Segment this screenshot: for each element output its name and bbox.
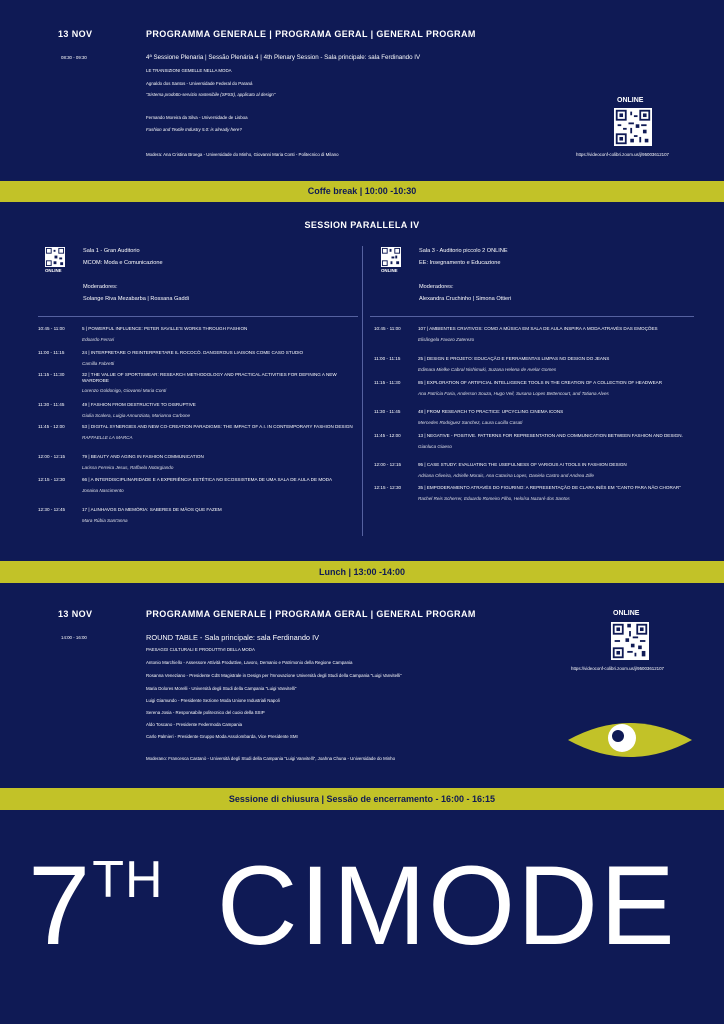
row-title: 5 | POWERFUL INFLUENCE: PETER SAVILLE'S WORKS THROUGH FASHION bbox=[82, 326, 248, 331]
row-time: 11:45 - 12:00 bbox=[38, 424, 65, 429]
brand-name: CIMODE bbox=[216, 843, 677, 968]
speaker-item: Maria Dolores Morelli - Università degli Studi della Campania "Luigi Vanvitelli" bbox=[146, 686, 297, 691]
row-time: 11:45 - 12:00 bbox=[374, 433, 401, 438]
top-session-title: 4ª Sessione Plenaria | Sessão Plenária 4 | 4th Plenary Session - Sala principale: sala Ferdinando IV bbox=[146, 54, 421, 61]
top-qr-code-icon[interactable] bbox=[614, 108, 652, 146]
row-authors: Jonaina Nascimento bbox=[82, 487, 124, 493]
row-time: 11:15 - 11:30 bbox=[374, 380, 401, 385]
cimode-logo bbox=[28, 843, 677, 970]
bottom-date: 13 NOV bbox=[58, 609, 93, 619]
row-time: 11:30 - 11:45 bbox=[374, 409, 401, 414]
row-authors: Lorenzo Goldonigo, Giovanni Maria Conti bbox=[82, 388, 167, 394]
row-time: 11:00 - 11:15 bbox=[374, 356, 401, 361]
bottom-qr-code-icon[interactable] bbox=[611, 622, 649, 660]
row-title: 17 | ALINHAVOS DA MEMÓRIA: SABERES DE MÃOS QUE FAZEM bbox=[82, 507, 222, 512]
row-authors: Camilla Fabretti bbox=[82, 360, 115, 366]
row-authors: Larissa Ferreira Jesus, Raffaela Notargiando bbox=[82, 464, 174, 470]
bottom-heading: PROGRAMMA GENERALE | PROGRAMA GERAL | GENERAL PROGRAM bbox=[146, 609, 476, 619]
row-authors: RAFFAELLE LA MARCA bbox=[82, 434, 133, 440]
row-title: 32 | THE VALUE OF SPORTSWEAR: RESEARCH METHODOLOGY AND PRACTICAL ACTIVITIES FOR DEFINING A NEW WARDROBE bbox=[82, 372, 337, 383]
lunch-banner: Lunch | 13:00 -14:00 bbox=[0, 561, 724, 583]
row-title: 85 | EXPLORATION OF ARTIFICIAL INTELLIGENCE TOOLS IN THE CREATION OF A COLLECTION OF HEADWEAR bbox=[418, 380, 663, 385]
top-talk-2: Fashion and Textile Industry 5.0: is already here? bbox=[146, 127, 242, 132]
speaker-item: Serena Josia - Responsabile politecnico del cuoio della SSIP bbox=[146, 710, 265, 715]
top-date: 13 NOV bbox=[58, 29, 93, 39]
speaker-item: Luigi Giamundo - Presidente Sezione Moda Unione Industriali Napoli bbox=[146, 698, 280, 703]
row-title: 24 | INTERPRETARE O REINTERPRETARE IL ROCOCÒ. DANGEROUS LIAISONS COME CASO STUDIO bbox=[82, 350, 304, 355]
bottom-session-title: ROUND TABLE - Sala principale: sala Ferdinando IV bbox=[146, 633, 320, 642]
bottom-zoom-link[interactable]: https://videoconf-colibri.zoom.us/j/95003612107 bbox=[571, 666, 664, 671]
bottom-time: 14:00 - 16:00 bbox=[61, 635, 87, 640]
left-mod-label: Moderadores: bbox=[83, 284, 118, 290]
row-time: 12:15 - 12:30 bbox=[38, 477, 66, 482]
row-authors: Mara Rúbia Sant'anna bbox=[82, 517, 128, 523]
row-time: 11:00 - 11:15 bbox=[38, 350, 65, 355]
right-online-label: ONLINE bbox=[381, 268, 398, 273]
row-title: 95 | CASE STUDY: EVALUATING THE USEFULNESS OF VARIOUS AI TOOLS IN FASHION DESIGN bbox=[418, 462, 627, 467]
row-time: 12:15 - 12:30 bbox=[374, 485, 402, 490]
row-authors: Edoardo Ferrari bbox=[82, 336, 115, 342]
row-title: 53 | DIGITAL SYNERGIES AND NEW CO-CREATION PARADIGMS: THE IMPACT OF A.I. IN CONTEMPORARY FASHION DESIGN bbox=[82, 424, 353, 429]
top-online-label: ONLINE bbox=[617, 97, 644, 104]
edition-ordinal: TH bbox=[92, 851, 164, 909]
row-title: 66 | A INTERDISCIPLINARIDADE E A EXPERIÊNCIA ESTÉTICA NO ECOSSISTEMA DE UMA SALA DE AULA DE MODA bbox=[82, 477, 333, 482]
row-authors: Mercedes Rodriguez Sanchez, Laura Lucilla Casati bbox=[418, 419, 523, 425]
speaker-item: Rosanna Veneziano - Presidente CdS Magistrale in Design per l'Innovazione Università degli Studi della Campania "Luigi Vanvitelli" bbox=[146, 673, 402, 678]
row-title: 49 | FASHION FROM DESTRUCTIVE TO DISRUPTIVE bbox=[82, 402, 196, 407]
row-authors: Elisângela Favaro Zaterezo bbox=[418, 336, 475, 342]
top-moderators: Modera: Ana Cristina Broega - Universidade do Minho, Giovanni Maria Conti - Politecnico di Milano bbox=[146, 152, 339, 157]
row-authors: Ana Patrícia Faria, Anderson Souza, Hugo Veil, Susana Lopes Bettencourt, and Tatiana Alves bbox=[418, 390, 609, 396]
right-mod-names: Alexandra Cruchinho | Simona Ottieri bbox=[419, 296, 512, 302]
row-time: 11:15 - 11:30 bbox=[38, 372, 65, 377]
row-title: 48 | FROM RESEARCH TO PRACTICE: UPCYCLING CINEMA ICONS bbox=[418, 409, 564, 414]
top-speaker-1: Agnaldo dos Santos - Universidade Federal do Paraná bbox=[146, 81, 253, 86]
right-room: Sala 3 - Auditorio piccolo 2 ONLINE bbox=[419, 248, 508, 254]
closing-banner: Sessione di chiusura | Sessão de encerramento - 16:00 - 16:15 bbox=[0, 788, 724, 810]
row-time: 12:00 - 12:15 bbox=[38, 454, 66, 459]
row-time: 10:45 - 11:00 bbox=[38, 326, 65, 331]
top-talk-1: "Sistema prodotto-servizio sostenibile (SPSS), applicato al design" bbox=[146, 92, 276, 97]
left-mod-names: Solange Riva Mezabarba | Rossana Gaddi bbox=[83, 296, 189, 302]
right-qr-code-icon[interactable] bbox=[381, 247, 401, 267]
top-heading: PROGRAMMA GENERALE | PROGRAMA GERAL | GENERAL PROGRAM bbox=[146, 29, 476, 39]
right-mod-label: Moderadores: bbox=[419, 284, 454, 290]
top-time: 08:30 - 09:30 bbox=[61, 55, 87, 60]
row-authors: Gianluca Giaeso bbox=[418, 443, 452, 449]
coffee-break-banner: Coffe break | 10:00 -10:30 bbox=[0, 181, 724, 202]
row-title: 13 | NEGATIVE - POSITIVE. PATTERNS FOR REPRESENTATION AND COMMUNICATION BETWEEN FASHION AND DESIGN. bbox=[418, 433, 683, 438]
top-zoom-link[interactable]: https://videoconf-colibri.zoom.us/j/95003612107 bbox=[576, 152, 669, 157]
row-authors: Adriana Oliveira, Adrielle Morais, Ana Catarina Lopes, Daniela Castro and Andrea Zille bbox=[418, 472, 594, 478]
speaker-item: Aldo Toscano - Presidente Federmoda Campania bbox=[146, 722, 243, 727]
left-divider bbox=[38, 316, 358, 317]
row-time: 11:30 - 11:45 bbox=[38, 402, 65, 407]
row-authors: Edimara Mielke Cabral Nishimuki, Suzana Helena de Avelar Gomes bbox=[418, 366, 557, 372]
edition-number: 7 bbox=[28, 843, 93, 968]
row-title: 25 | DESIGN E PROJETO: EDUCAÇÃO E FERRAMENTAS LIMPAS NO DESIGN DO JEANS bbox=[418, 356, 610, 361]
left-track: MCOM: Moda e Comunicazione bbox=[83, 260, 163, 266]
left-online-label: ONLINE bbox=[45, 268, 62, 273]
row-authors: Giulia Scalera, Luigia Annunziata, Marianna Carbone bbox=[82, 412, 191, 418]
bottom-theme: PAESAGGI CULTURALI E PRODUTTIVI DELLA MODA bbox=[146, 647, 255, 652]
right-track: EE: Insegnamento e Educazione bbox=[419, 260, 501, 266]
speaker-item: Antonio Marchiello - Assessore Attività Produttive, Lavoro, Demanio e Patrimonio della Regione Campania bbox=[146, 660, 353, 665]
eye-icon bbox=[566, 714, 694, 766]
row-title: 35 | EMPODERAMENTO ATRAVÉS DO FIGURINO: A REPRESENTAÇÃO DE CLARA INÊS EM "CANTO PARA NÃO CHORAR" bbox=[418, 485, 681, 490]
speaker-item: Carlo Palmieri - Presidente Gruppo Moda Assolombarda, Vice Presidente SMI bbox=[146, 734, 298, 739]
row-title: 107 | AMBIENTES CRIATIVOS: COMO A MÚSICA EM SALA DE AULA INSPIRA A MODA ATRAVÉS DAS EMOÇÕES bbox=[418, 326, 658, 331]
top-theme: LE TRANSIZIONI GEMELLE NELLA MODA bbox=[146, 68, 232, 73]
row-title: 79 | BEAUTY AND AGING IN FASHION COMMUNICATION bbox=[82, 454, 204, 459]
row-time: 10:45 - 11:00 bbox=[374, 326, 401, 331]
left-room: Sala 1 - Gran Auditorio bbox=[83, 248, 140, 254]
right-divider bbox=[370, 316, 694, 317]
row-time: 12:00 - 12:15 bbox=[374, 462, 402, 467]
bottom-moderators: Moderano: Francesca Castanò - Università degli Studi della Campania "Luigi Vanvitelli", Joahna Chuna - Universidade do Minho bbox=[146, 756, 396, 761]
parallel-title: SESSION PARALLELA IV bbox=[304, 220, 420, 230]
top-speaker-2: Fernando Moreira da Silva - Universidade de Lisboa bbox=[146, 115, 248, 120]
row-authors: Rachel Reis Scherrer, Eduardo Romeiro Filho, Heloísa Nazaré dos Santos bbox=[418, 495, 570, 501]
column-divider bbox=[362, 246, 363, 536]
left-qr-code-icon[interactable] bbox=[45, 247, 65, 267]
row-time: 12:30 - 12:45 bbox=[38, 507, 66, 512]
bottom-online-label: ONLINE bbox=[613, 610, 640, 617]
